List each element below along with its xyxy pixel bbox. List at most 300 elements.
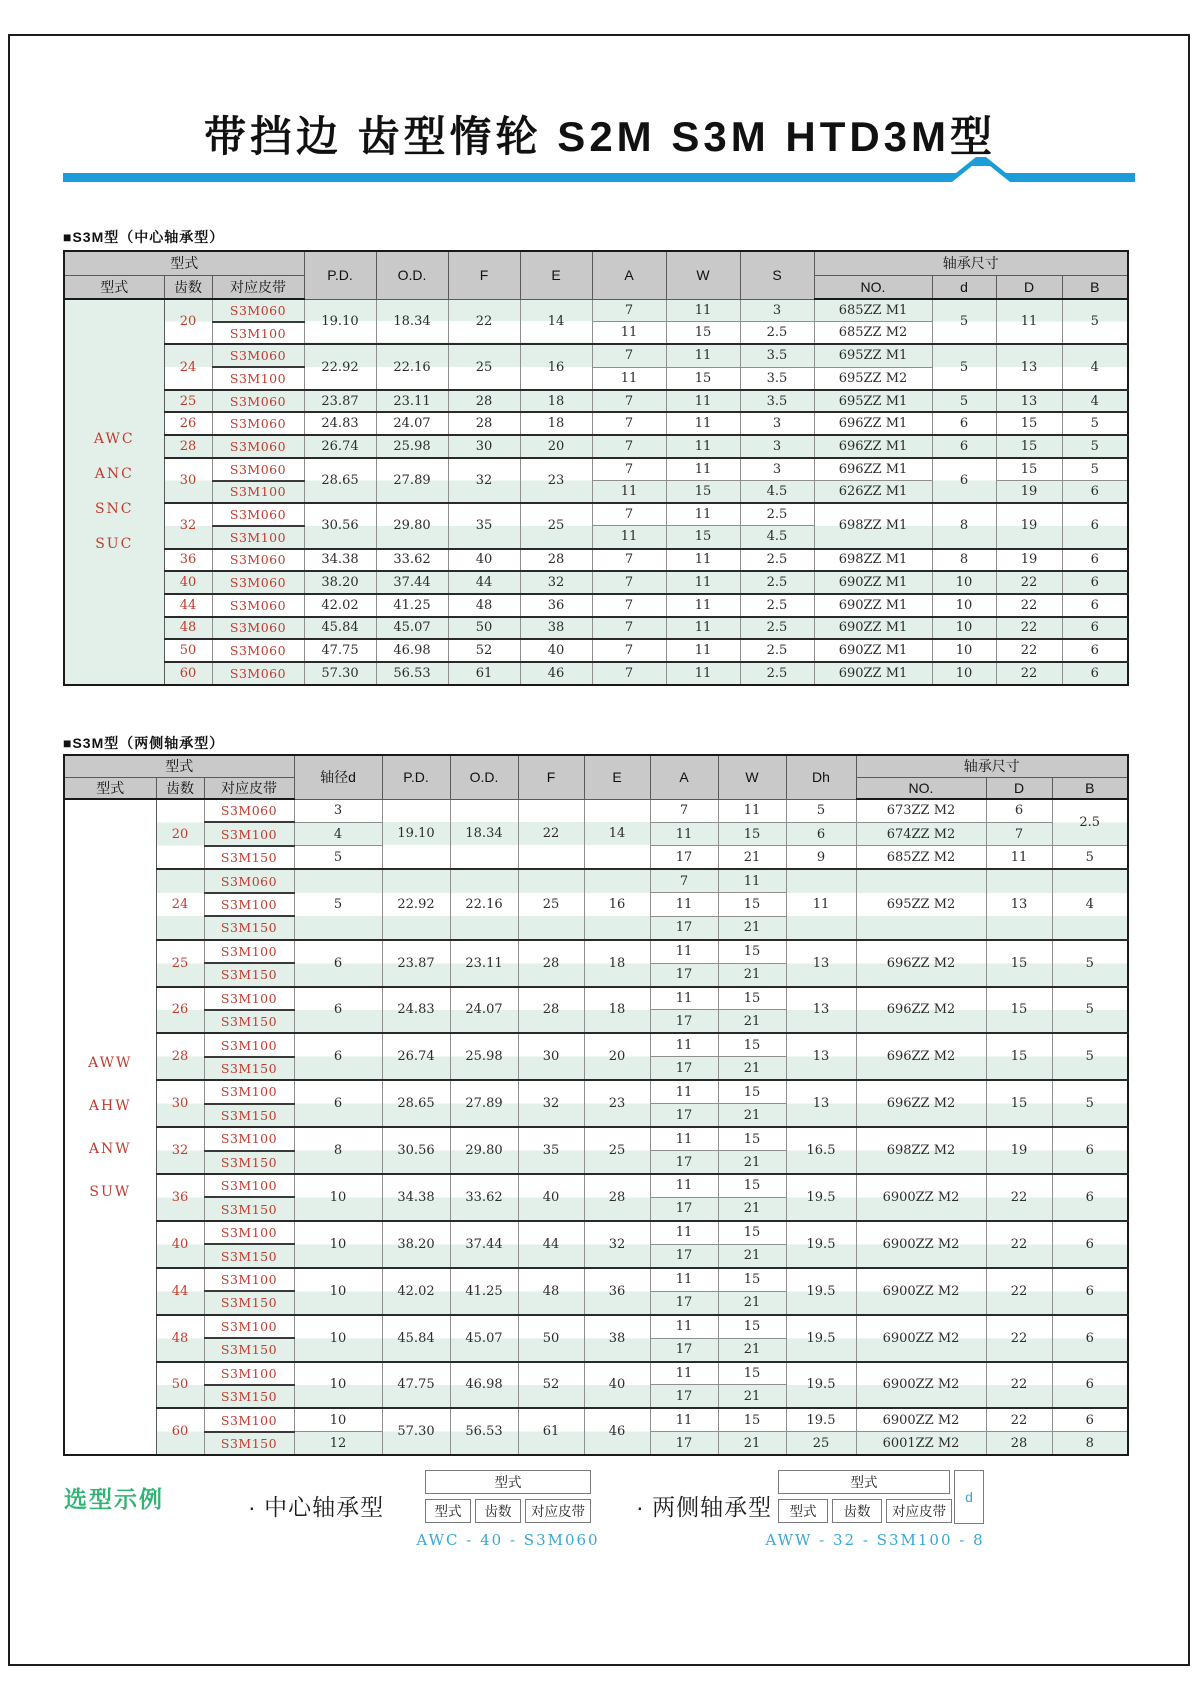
value-cell-W: 21 (718, 1104, 786, 1127)
belt-code-cell: S3M060 (212, 458, 304, 481)
belt-code-cell: S3M150 (204, 963, 294, 986)
value-cell-F: 52 (448, 639, 520, 662)
teeth-count-cell: 30 (164, 458, 212, 503)
belt-code-cell: S3M150 (204, 1338, 294, 1361)
value-cell-D: 11 (996, 299, 1062, 344)
value-cell-d: 5 (294, 846, 382, 869)
belt-code-cell: S3M150 (204, 1197, 294, 1220)
belt-code-cell: S3M150 (204, 1057, 294, 1080)
value-cell-S: 4.5 (740, 526, 814, 549)
value-cell-pd: 45.84 (382, 1315, 450, 1362)
table-row (64, 458, 1128, 481)
belt-code-cell: S3M100 (204, 1268, 294, 1291)
value-cell-od: 18.34 (376, 299, 448, 344)
value-cell-S: 2.5 (740, 503, 814, 526)
value-cell-F: 30 (518, 1033, 584, 1080)
value-cell-no: 698ZZ M1 (814, 503, 932, 548)
value-cell-od: 22.16 (376, 344, 448, 389)
value-cell-E: 25 (584, 1127, 650, 1174)
value-cell-no: 696ZZ M1 (814, 458, 932, 481)
value-cell-pd: 42.02 (382, 1268, 450, 1315)
value-cell-pd: 42.02 (304, 594, 376, 617)
value-cell-A: 11 (650, 822, 718, 845)
teeth-count-cell: 28 (156, 1033, 204, 1080)
column-header-F: F (518, 755, 584, 799)
section-label-double-bearing: ■S3M型（两侧轴承型） (63, 735, 225, 751)
value-cell-B: 6 (1052, 1127, 1128, 1174)
belt-code-cell: S3M100 (204, 1033, 294, 1056)
value-cell-E: 16 (520, 344, 592, 389)
teeth-count-cell: 25 (164, 390, 212, 413)
teeth-count-cell: 24 (156, 869, 204, 939)
value-cell-F: 32 (448, 458, 520, 503)
belt-code-cell: S3M150 (204, 1291, 294, 1314)
value-cell-A: 17 (650, 1385, 718, 1408)
table-row (64, 344, 1128, 367)
value-cell-no: 6900ZZ M2 (856, 1221, 986, 1268)
value-cell-W: 11 (718, 799, 786, 822)
value-cell-no: 696ZZ M2 (856, 987, 986, 1034)
belt-code-cell: S3M100 (212, 367, 304, 390)
value-cell-no: 696ZZ M1 (814, 435, 932, 458)
value-cell-A: 17 (650, 1432, 718, 1455)
value-cell-d: 6 (294, 987, 382, 1034)
teeth-count-cell: 36 (164, 549, 212, 572)
value-cell-Dh: 19.5 (786, 1362, 856, 1409)
value-cell-W: 11 (666, 662, 740, 685)
value-cell-Dh: 13 (786, 940, 856, 987)
value-cell-d: 10 (932, 639, 996, 662)
value-cell-S: 3.5 (740, 367, 814, 390)
belt-code-cell: S3M150 (204, 1244, 294, 1267)
table-row (64, 617, 1128, 640)
value-cell-F: 50 (448, 617, 520, 640)
value-cell-d: 5 (294, 869, 382, 939)
value-cell-A: 11 (650, 1174, 718, 1197)
value-cell-Dh: 19.5 (786, 1315, 856, 1362)
shaft-d-box: d (954, 1470, 984, 1524)
value-cell-d: 10 (932, 594, 996, 617)
value-cell-B: 6 (1052, 1174, 1128, 1221)
value-cell-B: 6 (1062, 639, 1128, 662)
value-cell-D: 19 (996, 481, 1062, 504)
value-cell-D: 15 (996, 458, 1062, 481)
table-row (64, 549, 1128, 572)
teeth-count-cell: 40 (164, 571, 212, 594)
value-cell-pd: 28.65 (304, 458, 376, 503)
value-cell-B: 5 (1062, 458, 1128, 481)
value-cell-pd: 22.92 (382, 869, 450, 939)
teeth-count-cell: 44 (156, 1268, 204, 1315)
value-cell-D: 15 (986, 987, 1052, 1034)
belt-code-cell: S3M100 (204, 987, 294, 1010)
value-cell-A: 11 (650, 940, 718, 963)
column-header-belt: 对应皮带 (204, 777, 294, 799)
value-cell-D: 13 (996, 344, 1062, 389)
value-cell-W: 15 (718, 1127, 786, 1150)
value-cell-pd: 24.83 (304, 412, 376, 435)
belt-code-cell: S3M150 (204, 916, 294, 939)
column-header-W: W (666, 251, 740, 299)
value-cell-pd: 26.74 (304, 435, 376, 458)
value-cell-A: 11 (650, 1315, 718, 1338)
value-cell-od: 46.98 (450, 1362, 518, 1409)
value-cell-no: 690ZZ M1 (814, 639, 932, 662)
value-cell-no: 6001ZZ M2 (856, 1432, 986, 1455)
value-cell-no: 6900ZZ M2 (856, 1174, 986, 1221)
teeth-count-cell: 30 (156, 1080, 204, 1127)
value-cell-S: 4.5 (740, 481, 814, 504)
value-cell-D: 6 (986, 799, 1052, 822)
table-row (64, 1408, 1128, 1431)
value-cell-D: 11 (986, 846, 1052, 869)
value-cell-pd: 24.83 (382, 987, 450, 1034)
value-cell-pd: 28.65 (382, 1080, 450, 1127)
belt-code-cell: S3M150 (204, 1432, 294, 1455)
value-cell-F: 61 (518, 1408, 584, 1455)
value-cell-D: 22 (986, 1221, 1052, 1268)
value-cell-pd: 23.87 (304, 390, 376, 413)
value-cell-W: 15 (666, 481, 740, 504)
value-cell-W: 15 (718, 822, 786, 845)
value-cell-E: 32 (520, 571, 592, 594)
value-cell-no: 690ZZ M1 (814, 662, 932, 685)
value-cell-W: 21 (718, 1010, 786, 1033)
value-cell-no: 6900ZZ M2 (856, 1362, 986, 1409)
value-cell-no: 696ZZ M2 (856, 1033, 986, 1080)
belt-code-cell: S3M100 (204, 1127, 294, 1150)
value-cell-D: 13 (986, 869, 1052, 939)
belt-code-cell: S3M060 (212, 617, 304, 640)
value-cell-A: 7 (592, 571, 666, 594)
value-cell-od: 41.25 (450, 1268, 518, 1315)
value-cell-no: 690ZZ M1 (814, 594, 932, 617)
value-cell-S: 3 (740, 458, 814, 481)
value-cell-E: 36 (584, 1268, 650, 1315)
value-cell-pd: 30.56 (304, 503, 376, 548)
value-cell-E: 36 (520, 594, 592, 617)
teeth-count-cell: 60 (164, 662, 212, 685)
column-header-type: 型式 (64, 275, 164, 299)
selection-example-heading: 选型示例 (64, 1486, 164, 1512)
value-cell-A: 7 (592, 662, 666, 685)
value-cell-A: 7 (592, 503, 666, 526)
belt-code-cell: S3M060 (212, 299, 304, 322)
value-cell-E: 20 (584, 1033, 650, 1080)
value-cell-d: 8 (932, 503, 996, 548)
value-cell-A: 7 (650, 869, 718, 892)
value-cell-pd: 23.87 (382, 940, 450, 987)
value-cell-od: 22.16 (450, 869, 518, 939)
teeth-count-cell: 48 (164, 617, 212, 640)
center-bearing-example-label (248, 1489, 384, 1522)
belt-code-cell: S3M060 (212, 639, 304, 662)
value-cell-d: 4 (294, 822, 382, 845)
value-cell-od: 45.07 (450, 1315, 518, 1362)
table-row (64, 299, 1128, 322)
value-cell-W: 21 (718, 916, 786, 939)
value-cell-W: 15 (718, 1362, 786, 1385)
value-cell-W: 11 (666, 344, 740, 367)
value-cell-B: 5 (1062, 299, 1128, 344)
value-cell-F: 25 (518, 869, 584, 939)
value-cell-E: 40 (584, 1362, 650, 1409)
value-cell-W: 11 (718, 869, 786, 892)
value-cell-pd: 47.75 (304, 639, 376, 662)
table-row (64, 869, 1128, 892)
column-header-type: 型式 (64, 777, 156, 799)
value-cell-d: 8 (932, 549, 996, 572)
value-cell-A: 11 (592, 481, 666, 504)
value-cell-F: 28 (518, 987, 584, 1034)
value-cell-A: 7 (592, 344, 666, 367)
value-cell-D: 15 (986, 1033, 1052, 1080)
belt-code-cell: S3M060 (212, 435, 304, 458)
value-cell-d: 6 (932, 435, 996, 458)
belt-code-cell: S3M150 (204, 1010, 294, 1033)
table-row (64, 435, 1128, 458)
value-cell-E: 32 (584, 1221, 650, 1268)
belt-code-cell: S3M060 (204, 799, 294, 822)
value-cell-S: 3 (740, 299, 814, 322)
value-cell-Dh: 13 (786, 987, 856, 1034)
value-cell-d: 10 (294, 1408, 382, 1431)
value-cell-F: 25 (448, 344, 520, 389)
value-cell-B: 8 (1052, 1432, 1128, 1455)
value-cell-B: 5 (1052, 987, 1128, 1034)
value-cell-E: 25 (520, 503, 592, 548)
column-header-Dh: Dh (786, 755, 856, 799)
column-header-od: O.D. (450, 755, 518, 799)
value-cell-D: 28 (986, 1432, 1052, 1455)
value-cell-A: 17 (650, 846, 718, 869)
belt-code-cell: S3M060 (212, 390, 304, 413)
value-cell-B: 5 (1052, 1080, 1128, 1127)
value-cell-S: 2.5 (740, 639, 814, 662)
belt-code-cell: S3M150 (204, 846, 294, 869)
title-underline-rule (63, 156, 1135, 183)
bullet: · (248, 1494, 257, 1520)
value-cell-od: 29.80 (376, 503, 448, 548)
center-bearing-example-code: AWC - 40 - S3M060 (416, 1531, 600, 1549)
value-cell-F: 48 (518, 1268, 584, 1315)
value-cell-D: 22 (986, 1362, 1052, 1409)
model-code: ANW (88, 1140, 132, 1157)
value-cell-B: 5 (1062, 435, 1128, 458)
value-cell-E: 18 (584, 940, 650, 987)
column-header-A: A (650, 755, 718, 799)
column-header-D: D (986, 777, 1052, 799)
belt-code-cell: S3M100 (204, 1080, 294, 1103)
teeth-count-cell: 26 (156, 987, 204, 1034)
value-cell-W: 21 (718, 846, 786, 869)
value-cell-F: 32 (518, 1080, 584, 1127)
teeth-count-cell: 60 (156, 1408, 204, 1455)
value-cell-B: 6 (1062, 662, 1128, 685)
table-row (64, 1033, 1128, 1056)
value-cell-D: 22 (986, 1174, 1052, 1221)
value-cell-D: 22 (996, 571, 1062, 594)
value-cell-W: 15 (666, 367, 740, 390)
value-cell-D: 15 (996, 412, 1062, 435)
value-cell-F: 22 (518, 799, 584, 869)
value-cell-S: 2.5 (740, 322, 814, 345)
column-header-d: d (932, 275, 996, 299)
teeth-count-cell: 50 (156, 1362, 204, 1409)
value-cell-d: 6 (294, 1033, 382, 1080)
teeth-count-cell: 32 (156, 1127, 204, 1174)
column-header-belt: 对应皮带 (212, 275, 304, 299)
section-label-center-bearing: ■S3M型（中心轴承型） (63, 229, 225, 245)
value-cell-od: 45.07 (376, 617, 448, 640)
value-cell-B: 6 (1062, 617, 1128, 640)
value-cell-Dh: 19.5 (786, 1174, 856, 1221)
s3m-double-bearing-table (63, 754, 1129, 1456)
column-header-D: D (996, 275, 1062, 299)
model-code: ANC (94, 466, 134, 483)
value-cell-od: 46.98 (376, 639, 448, 662)
value-cell-A: 11 (650, 1127, 718, 1150)
value-cell-W: 15 (718, 1174, 786, 1197)
value-cell-W: 15 (718, 1268, 786, 1291)
teeth-count-cell: 44 (164, 594, 212, 617)
teeth-count-cell: 25 (156, 940, 204, 987)
belt-code-cell: S3M100 (204, 1221, 294, 1244)
value-cell-pd: 30.56 (382, 1127, 450, 1174)
value-cell-B: 4 (1062, 390, 1128, 413)
value-cell-W: 21 (718, 1338, 786, 1361)
value-cell-D: 22 (996, 594, 1062, 617)
value-cell-od: 24.07 (376, 412, 448, 435)
belt-code-cell: S3M100 (212, 322, 304, 345)
type-box: 型式 (778, 1499, 828, 1523)
value-cell-F: 40 (518, 1174, 584, 1221)
value-cell-Dh: 11 (786, 869, 856, 939)
column-header-E: E (520, 251, 592, 299)
value-cell-B: 5 (1052, 846, 1128, 869)
value-cell-F: 50 (518, 1315, 584, 1362)
value-cell-W: 11 (666, 299, 740, 322)
page-title: 带挡边 齿型惰轮 S2M S3M HTD3M型 (203, 113, 997, 160)
value-cell-E: 23 (584, 1080, 650, 1127)
value-cell-no: 6900ZZ M2 (856, 1408, 986, 1431)
value-cell-od: 56.53 (450, 1408, 518, 1455)
table-row (64, 1315, 1128, 1338)
value-cell-od: 27.89 (450, 1080, 518, 1127)
belt-box: 对应皮带 (886, 1499, 952, 1523)
value-cell-D: 22 (996, 617, 1062, 640)
value-cell-A: 7 (592, 639, 666, 662)
value-cell-A: 17 (650, 916, 718, 939)
value-cell-B: 6 (1052, 1408, 1128, 1431)
value-cell-E: 18 (520, 390, 592, 413)
value-cell-d: 5 (932, 390, 996, 413)
table-row (64, 1127, 1128, 1150)
value-cell-Dh: 16.5 (786, 1127, 856, 1174)
column-header-A: A (592, 251, 666, 299)
value-cell-S: 2.5 (740, 571, 814, 594)
value-cell-A: 11 (592, 367, 666, 390)
value-cell-pd: 19.10 (304, 299, 376, 344)
value-cell-od: 29.80 (450, 1127, 518, 1174)
table-row (64, 799, 1128, 822)
value-cell-no: 695ZZ M2 (814, 367, 932, 390)
value-cell-F: 35 (518, 1127, 584, 1174)
value-cell-d: 5 (932, 299, 996, 344)
value-cell-D: 22 (996, 639, 1062, 662)
value-cell-B: 6 (1052, 1315, 1128, 1362)
value-cell-no: 626ZZ M1 (814, 481, 932, 504)
value-cell-B: 6 (1052, 1221, 1128, 1268)
value-cell-d: 6 (932, 412, 996, 435)
type-box: 型式 (425, 1499, 471, 1523)
value-cell-A: 11 (650, 1221, 718, 1244)
value-cell-d: 6 (932, 458, 996, 503)
value-cell-E: 14 (584, 799, 650, 869)
value-cell-A: 17 (650, 1338, 718, 1361)
value-cell-W: 15 (666, 322, 740, 345)
column-header-bearing: 轴承尺寸 (856, 755, 1128, 777)
column-header-type_group: 型式 (64, 755, 294, 777)
value-cell-Dh: 13 (786, 1080, 856, 1127)
value-cell-d: 10 (932, 617, 996, 640)
belt-code-cell: S3M060 (212, 662, 304, 685)
model-code: AWC (93, 431, 135, 448)
column-header-B: B (1062, 275, 1128, 299)
value-cell-W: 11 (666, 594, 740, 617)
value-cell-od: 33.62 (376, 549, 448, 572)
value-cell-B: 4 (1062, 344, 1128, 389)
value-cell-F: 28 (518, 940, 584, 987)
value-cell-od: 25.98 (450, 1033, 518, 1080)
center-bearing-example-diagram (425, 1470, 591, 1523)
value-cell-E: 46 (584, 1408, 650, 1455)
value-cell-Dh: 13 (786, 1033, 856, 1080)
belt-code-cell: S3M150 (204, 1385, 294, 1408)
value-cell-A: 7 (592, 412, 666, 435)
value-cell-no: 696ZZ M2 (856, 940, 986, 987)
value-cell-no: 690ZZ M1 (814, 617, 932, 640)
value-cell-Dh: 9 (786, 846, 856, 869)
value-cell-W: 15 (718, 987, 786, 1010)
table-row (64, 940, 1128, 963)
value-cell-S: 2.5 (740, 662, 814, 685)
value-cell-D: 19 (986, 1127, 1052, 1174)
value-cell-B: 5 (1052, 940, 1128, 987)
value-cell-d: 10 (294, 1362, 382, 1409)
value-cell-od: 27.89 (376, 458, 448, 503)
value-cell-A: 7 (592, 549, 666, 572)
value-cell-no: 695ZZ M1 (814, 344, 932, 367)
value-cell-W: 11 (666, 503, 740, 526)
model-code: SUC (95, 536, 134, 553)
value-cell-D: 15 (996, 435, 1062, 458)
teeth-count-cell: 48 (156, 1315, 204, 1362)
teeth-count-cell: 24 (164, 344, 212, 389)
belt-code-cell: S3M060 (212, 549, 304, 572)
belt-code-cell: S3M060 (212, 594, 304, 617)
belt-code-cell: S3M150 (204, 1104, 294, 1127)
value-cell-B: 5 (1052, 1033, 1128, 1080)
teeth-box: 齿数 (475, 1499, 521, 1523)
value-cell-F: 44 (448, 571, 520, 594)
value-cell-D: 22 (986, 1408, 1052, 1431)
belt-code-cell: S3M060 (212, 412, 304, 435)
value-cell-W: 15 (718, 1315, 786, 1338)
value-cell-B: 6 (1062, 549, 1128, 572)
value-cell-E: 40 (520, 639, 592, 662)
column-header-no: NO. (856, 777, 986, 799)
